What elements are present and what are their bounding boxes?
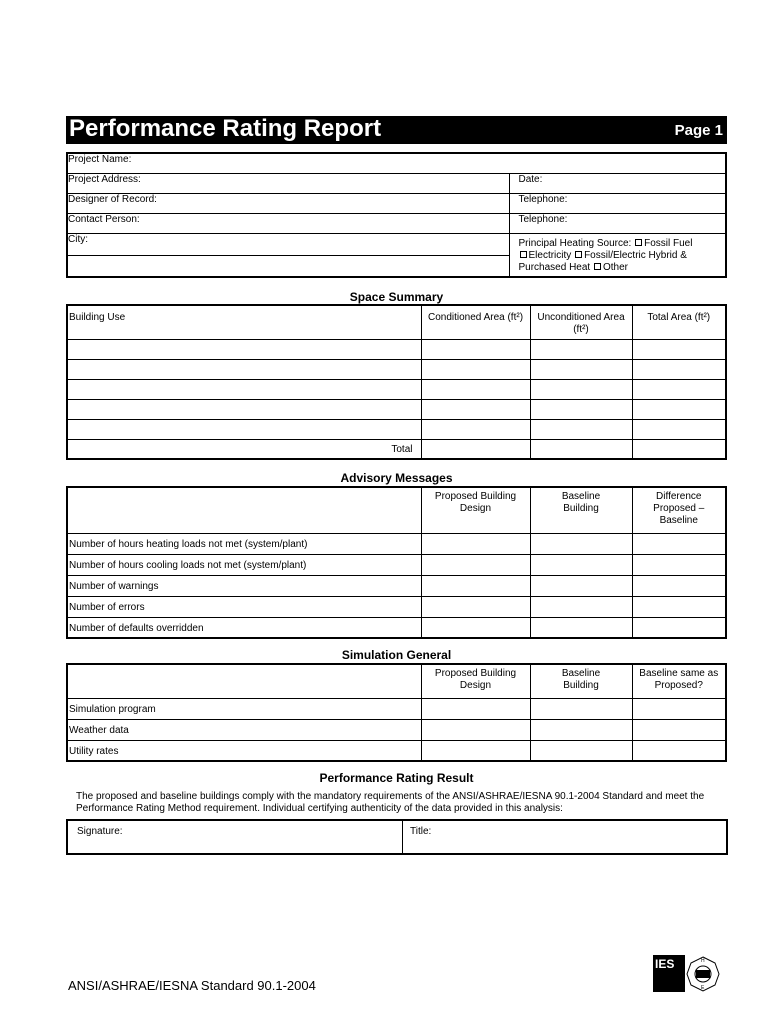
report-title-bar (66, 116, 727, 144)
table-cell[interactable] (632, 339, 726, 359)
table-cell[interactable] (530, 617, 632, 638)
simulation-row-label: Weather data (67, 719, 421, 740)
table-cell[interactable] (632, 719, 726, 740)
col-building-use: Building Use (67, 305, 421, 339)
space-summary-title: Space Summary (349, 290, 444, 304)
table-cell[interactable] (67, 339, 421, 359)
title-field[interactable]: Title: (410, 826, 432, 837)
table-cell[interactable] (421, 719, 530, 740)
col-proposed-line2: Design (459, 503, 492, 514)
col-baseline-same (632, 664, 726, 698)
table-cell[interactable] (530, 554, 632, 575)
table-cell[interactable] (421, 554, 530, 575)
col-unconditioned-line1: Unconditioned Area (537, 312, 625, 323)
table-cell[interactable] (530, 596, 632, 617)
table-cell[interactable] (421, 379, 530, 399)
table-cell[interactable] (421, 698, 530, 719)
table-cell[interactable] (421, 617, 530, 638)
table-cell[interactable] (632, 596, 726, 617)
col-total-area: Total Area (ft²) (632, 305, 726, 339)
table-cell[interactable] (67, 419, 421, 439)
page-title: Performance Rating Report (69, 115, 382, 142)
advisory-table (66, 486, 727, 639)
table-cell[interactable] (530, 533, 632, 554)
col-baseline-line2: Building (563, 680, 599, 691)
col-proposed-line2: Design (459, 680, 492, 691)
space-summary-table (66, 304, 727, 460)
city-field[interactable] (67, 233, 509, 255)
standard-footer: ANSI/ASHRAE/IESNA Standard 90.1-2004 (68, 978, 316, 993)
ies-logo-icon (653, 955, 721, 992)
table-cell[interactable] (530, 719, 632, 740)
checkbox-hybrid[interactable] (575, 251, 582, 258)
designer-telephone-field[interactable] (509, 193, 726, 213)
table-cell[interactable] (530, 359, 632, 379)
col-unconditioned-line2: (ft²) (573, 324, 589, 335)
ies-logo-text: IES (655, 957, 675, 971)
city-label: City: (68, 233, 88, 245)
table-cell[interactable] (530, 698, 632, 719)
option-fossil-fuel: Fossil Fuel (644, 237, 693, 249)
result-title: Performance Rating Result (319, 771, 474, 785)
table-cell[interactable] (632, 740, 726, 761)
table-cell[interactable] (530, 740, 632, 761)
col-unconditioned-area (530, 305, 632, 339)
advisory-row-label: Number of warnings (67, 575, 421, 596)
col-same-line2: Proposed? (654, 680, 703, 691)
table-cell[interactable] (67, 399, 421, 419)
table-cell[interactable] (632, 379, 726, 399)
project-name-field[interactable] (67, 153, 726, 173)
table-cell[interactable] (421, 399, 530, 419)
table-cell[interactable] (530, 379, 632, 399)
table-cell[interactable] (421, 339, 530, 359)
table-cell[interactable] (421, 740, 530, 761)
table-cell[interactable] (632, 698, 726, 719)
table-cell[interactable] (632, 575, 726, 596)
project-name-label: Project Name: (68, 154, 132, 165)
contact-person-field[interactable] (67, 213, 509, 233)
date-label: Date: (518, 173, 543, 185)
project-address-label: Project Address: (68, 173, 141, 185)
contact-label: Contact Person: (68, 213, 140, 225)
table-cell[interactable] (632, 617, 726, 638)
project-info-table (66, 152, 727, 278)
advisory-row-label: Number of defaults overridden (67, 617, 421, 638)
designer-label: Designer of Record: (68, 193, 157, 205)
col-baseline-building (530, 664, 632, 698)
table-cell[interactable] (530, 419, 632, 439)
simulation-title: Simulation General (341, 648, 452, 662)
table-cell[interactable] (632, 419, 726, 439)
option-electricity: Electricity (528, 249, 572, 261)
seal-letter-top: H (701, 958, 705, 964)
checkbox-other[interactable] (594, 263, 601, 270)
col-diff-line3: Baseline (659, 515, 698, 526)
result-statement: The proposed and baseline buildings comply with the mandatory requirements of the ANSI/ASHRAE/IESNA 90.1-2004 Standard and meet the Performance Rating Method requirement. Individual certifying authenticity of the data provided in this analysis: (76, 791, 705, 814)
advisory-blank-header (67, 487, 421, 533)
col-proposed-design (421, 487, 530, 533)
table-cell[interactable] (632, 359, 726, 379)
signature-box (66, 819, 728, 855)
heating-source-label: Principal Heating Source: (518, 237, 632, 249)
table-cell[interactable] (632, 554, 726, 575)
table-cell[interactable] (421, 575, 530, 596)
date-field[interactable] (509, 173, 726, 193)
col-proposed-design (421, 664, 530, 698)
seal-letter-bottom: E (701, 985, 705, 991)
col-baseline-line2: Building (563, 503, 599, 514)
city-blank-field[interactable] (67, 255, 509, 277)
table-cell[interactable] (67, 379, 421, 399)
total-conditioned-cell[interactable] (421, 439, 530, 459)
advisory-row-label: Number of hours cooling loads not met (system/plant) (67, 554, 421, 575)
simulation-table (66, 663, 727, 762)
col-diff-line1: Difference (656, 491, 702, 502)
table-cell[interactable] (530, 399, 632, 419)
col-proposed-line1: Proposed Building (434, 668, 517, 679)
total-label: Total (67, 439, 421, 459)
table-cell[interactable] (530, 575, 632, 596)
col-difference (632, 487, 726, 533)
table-cell[interactable] (530, 339, 632, 359)
table-cell[interactable] (421, 419, 530, 439)
option-purchased-heat: Purchased Heat (518, 261, 591, 273)
option-other: Other (603, 261, 629, 273)
table-cell[interactable] (632, 399, 726, 419)
checkbox-fossil-fuel[interactable] (635, 239, 642, 246)
col-conditioned-area: Conditioned Area (ft²) (421, 305, 530, 339)
simulation-row-label: Simulation program (67, 698, 421, 719)
telephone-label: Telephone: (518, 193, 568, 205)
table-cell[interactable] (632, 533, 726, 554)
simulation-blank-header (67, 664, 421, 698)
table-cell[interactable] (421, 533, 530, 554)
advisory-title: Advisory Messages (340, 471, 453, 485)
page-number: Page 1 (674, 122, 723, 139)
col-baseline-building (530, 487, 632, 533)
option-hybrid: Fossil/Electric Hybrid & (584, 249, 687, 261)
total-area-cell[interactable] (632, 439, 726, 459)
designer-field[interactable] (67, 193, 509, 213)
advisory-row-label: Number of errors (67, 596, 421, 617)
ies-logo (653, 955, 721, 992)
advisory-row-label: Number of hours heating loads not met (system/plant) (67, 533, 421, 554)
table-cell[interactable] (421, 359, 530, 379)
signature-divider (402, 821, 403, 853)
project-address-field[interactable] (67, 173, 509, 193)
col-baseline-line1: Baseline (561, 668, 601, 679)
col-baseline-line1: Baseline (561, 491, 601, 502)
telephone-label: Telephone: (518, 213, 568, 225)
contact-telephone-field[interactable] (509, 213, 726, 233)
table-cell[interactable] (421, 596, 530, 617)
table-cell[interactable] (67, 359, 421, 379)
heating-source-field (509, 233, 726, 277)
signature-field[interactable]: Signature: (77, 826, 123, 837)
col-diff-line2: Proposed – (653, 503, 705, 514)
total-unconditioned-cell[interactable] (530, 439, 632, 459)
col-proposed-line1: Proposed Building (434, 491, 517, 502)
simulation-row-label: Utility rates (67, 740, 421, 761)
checkbox-electricity[interactable] (520, 251, 527, 258)
col-same-line1: Baseline same as (639, 668, 719, 679)
